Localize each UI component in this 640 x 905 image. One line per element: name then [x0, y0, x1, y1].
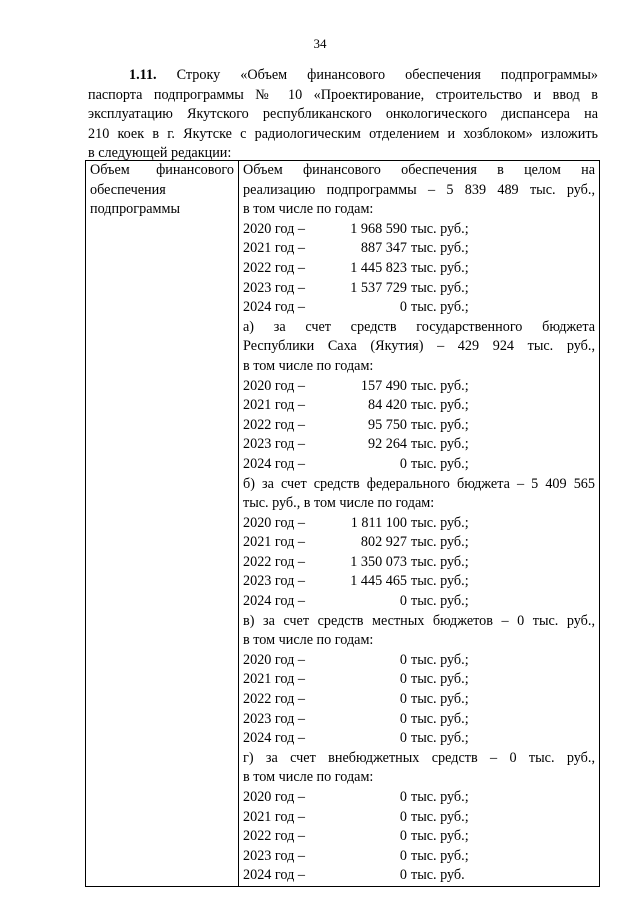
year-list: [243, 651, 595, 749]
amount-value: 0: [399, 847, 407, 864]
year-label: 2024 год –: [243, 867, 305, 884]
year-label: 2020 год –: [243, 514, 305, 531]
year-label: 2024 год –: [243, 730, 305, 747]
text-line: реализацию подпрограммы – 5 839 489 тыс. руб.,: [243, 181, 595, 198]
amount-unit: тыс. руб.;: [411, 240, 469, 257]
total-section: [243, 161, 595, 318]
amount-value: 1 968 590: [350, 220, 407, 237]
amount-value: 1 445 823: [350, 259, 407, 276]
year-amount-line: [243, 533, 595, 553]
amount-unit: тыс. руб.;: [411, 279, 469, 296]
year-label: 2021 год –: [243, 808, 305, 825]
amount-value: 0: [399, 828, 407, 845]
year-label: 2022 год –: [243, 553, 305, 570]
year-label: 2022 год –: [243, 259, 305, 276]
text-line: Объем финансового обеспечения в целом на: [243, 162, 595, 178]
amount-value: 0: [399, 593, 407, 610]
amount-value: 1 350 073: [350, 553, 407, 570]
text-line: в том числе по годам:: [243, 201, 374, 218]
year-list: [243, 514, 595, 612]
amount-unit: тыс. руб.;: [411, 789, 469, 805]
year-amount-line: [243, 435, 595, 455]
amount-unit: тыс. руб.;: [411, 573, 469, 590]
amount-unit: тыс. руб.;: [411, 299, 469, 316]
year-label: 2021 год –: [243, 240, 305, 257]
amount-unit: тыс. руб.;: [411, 436, 469, 453]
year-amount-line: [243, 827, 595, 847]
amount-unit: тыс. руб.;: [411, 455, 469, 472]
year-amount-line: [243, 377, 595, 397]
federal-budget-section: [243, 475, 595, 612]
text-line: б) за счет средств федерального бюджета – 5 409 565: [243, 475, 595, 492]
amount-value: 0: [399, 867, 407, 884]
amount-value: 0: [399, 455, 407, 472]
amount-unit: тыс. руб.;: [411, 671, 469, 688]
row-label-line: Объем финансового: [90, 162, 234, 178]
intro-line-3: эксплуатацию Якутского республиканского онкологического диспансера на: [88, 106, 598, 123]
intro-line-2: паспорта подпрограммы № 10 «Проектирование, строительство и ввод в: [88, 86, 598, 103]
amount-unit: тыс. руб.;: [411, 593, 469, 610]
amount-value: 802 927: [360, 534, 407, 551]
year-label: 2023 год –: [243, 573, 305, 590]
amount-unit: тыс. руб.;: [411, 691, 469, 708]
item-number: 1.11.: [129, 67, 157, 83]
amount-value: 92 264: [367, 436, 407, 453]
amount-unit: тыс. руб.;: [411, 416, 469, 433]
text-line: тыс. руб., в том числе по годам:: [243, 495, 435, 512]
page-number: 34: [313, 36, 327, 51]
amount-unit: тыс. руб.;: [411, 847, 469, 864]
year-amount-line: [243, 670, 595, 690]
text-line: в) за счет средств местных бюджетов – 0 тыс. руб.,: [243, 612, 595, 629]
year-label: 2022 год –: [243, 691, 305, 708]
local-budgets-section: [243, 612, 595, 749]
intro-line-5: в следующей редакции:: [88, 145, 232, 162]
row-value-cell: [239, 161, 600, 887]
year-amount-line: [243, 455, 595, 475]
amount-unit: тыс. руб.;: [411, 730, 469, 747]
table-row: [86, 161, 600, 887]
year-amount-line: [243, 788, 595, 808]
year-amount-line: [243, 396, 595, 416]
year-amount-line: [243, 592, 595, 612]
year-label: 2020 год –: [243, 377, 305, 394]
amount-unit: тыс. руб.;: [411, 828, 469, 845]
year-amount-line: [243, 553, 595, 573]
year-amount-line: [243, 572, 595, 592]
amount-unit: тыс. руб.;: [411, 553, 469, 570]
amount-value: 157 490: [360, 377, 407, 394]
amount-unit: тыс. руб.;: [411, 534, 469, 551]
amount-value: 1 445 465: [350, 573, 407, 590]
year-label: 2024 год –: [243, 455, 305, 472]
year-label: 2021 год –: [243, 397, 305, 414]
year-label: 2022 год –: [243, 828, 305, 845]
text-line: г) за счет внебюджетных средств – 0 тыс. руб.,: [243, 749, 595, 766]
year-label: 2024 год –: [243, 299, 305, 316]
year-amount-line: [243, 514, 595, 534]
amount-value: 0: [399, 710, 407, 727]
year-list: [243, 377, 595, 475]
state-budget-section: [243, 318, 595, 475]
amount-value: 0: [399, 299, 407, 316]
year-amount-line: [243, 710, 595, 730]
intro-line-4: 210 коек в г. Якутске с радиологическим отделением и хозблоком» изложить: [88, 125, 598, 142]
extrabudgetary-section: [243, 749, 595, 886]
text-line: Республики Саха (Якутия) – 429 924 тыс. руб.,: [243, 338, 595, 355]
year-amount-line: [243, 847, 595, 867]
year-label: 2020 год –: [243, 651, 305, 668]
amount-value: 1 537 729: [350, 279, 407, 296]
amount-unit: тыс. руб.;: [411, 710, 469, 727]
year-label: 2023 год –: [243, 710, 305, 727]
intro-line-1: 1.11. Строку «Объем финансового обеспечения подпрограммы»: [129, 67, 598, 83]
amount-value: 0: [399, 651, 407, 668]
year-amount-line: [243, 298, 595, 318]
amount-value: 0: [399, 730, 407, 747]
text-line: в том числе по годам:: [243, 769, 374, 786]
amount-unit: тыс. руб.;: [411, 220, 469, 237]
row-label-line: обеспечения: [90, 181, 166, 198]
year-label: 2020 год –: [243, 789, 305, 805]
amount-value: 887 347: [360, 240, 407, 257]
amount-value: 1 811 100: [350, 514, 407, 531]
row-label-cell: [86, 161, 239, 887]
year-label: 2021 год –: [243, 671, 305, 688]
text-line: а) за счет средств государственного бюджета: [243, 318, 595, 335]
passport-table: [85, 160, 600, 887]
amount-unit: тыс. руб.;: [411, 514, 469, 531]
year-list: [243, 788, 595, 886]
intro-paragraph: [88, 66, 598, 164]
amount-unit: тыс. руб.;: [411, 808, 469, 825]
year-amount-line: [243, 808, 595, 828]
amount-value: 84 420: [367, 397, 407, 414]
year-label: 2023 год –: [243, 847, 305, 864]
year-label: 2023 год –: [243, 279, 305, 296]
year-list: [243, 220, 595, 318]
amount-value: 0: [399, 789, 407, 805]
row-label-line: подпрограммы: [90, 201, 180, 218]
amount-unit: тыс. руб.;: [411, 397, 469, 414]
year-label: 2020 год –: [243, 220, 305, 237]
amount-unit: тыс. руб.;: [411, 651, 469, 668]
year-label: 2024 год –: [243, 593, 305, 610]
amount-value: 95 750: [367, 416, 407, 433]
year-amount-line: [243, 259, 595, 279]
year-amount-line: [243, 729, 595, 749]
amount-unit: тыс. руб.;: [411, 377, 469, 394]
year-amount-line: [243, 651, 595, 671]
amount-value: 0: [399, 808, 407, 825]
amount-unit: тыс. руб.;: [411, 259, 469, 276]
amount-value: 0: [399, 671, 407, 688]
year-label: 2021 год –: [243, 534, 305, 551]
year-label: 2022 год –: [243, 416, 305, 433]
year-amount-line: [243, 416, 595, 436]
amount-unit: тыс. руб.: [411, 867, 465, 884]
year-amount-line: [243, 279, 595, 299]
year-amount-line: [243, 690, 595, 710]
year-amount-line: [243, 239, 595, 259]
amount-value: 0: [399, 691, 407, 708]
year-amount-line: [243, 866, 595, 886]
year-amount-line: [243, 220, 595, 240]
text-line: в том числе по годам:: [243, 357, 374, 374]
text-line: в том числе по годам:: [243, 632, 374, 649]
year-label: 2023 год –: [243, 436, 305, 453]
